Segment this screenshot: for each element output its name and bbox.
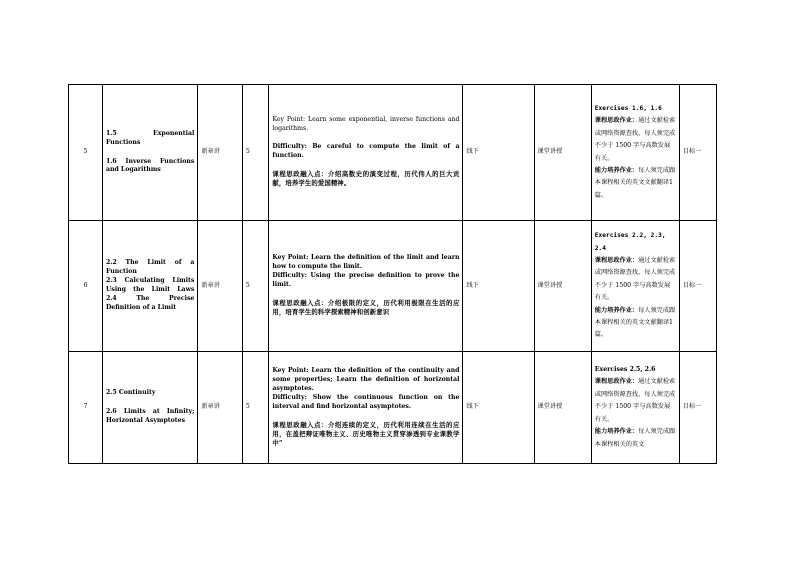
week-number: 6 — [69, 221, 103, 352]
topic-line: 2.3 Calculating Limits Using the Limit Laws — [105, 277, 195, 293]
teaching-form: 课堂讲授 — [534, 221, 591, 352]
ideology-point: 课程思政融入点：介绍极限的定义，历代利用极限在生活的应用，培育学生的科学探索精神和创新意识 — [272, 299, 460, 317]
difficulty: Difficulty: Be careful to compute the limit of a function. — [272, 143, 460, 160]
week-number: 7 — [69, 352, 103, 464]
teaching-mode: 线下 — [463, 352, 534, 464]
key-point: Key Point: Learn the definition of the limit and learn how to compute the limit. — [272, 254, 460, 271]
content-cell — [269, 85, 463, 221]
topic-line: 2.2 The Limit of a Function — [105, 259, 195, 276]
key-point: Key Point: Learn some exponential, inverse functions and logarithms. — [272, 116, 460, 133]
teaching-form: 课堂讲授 — [534, 352, 591, 464]
ability-homework-label: 能力培养作业： — [594, 428, 639, 436]
ability-homework-text: 每人须完成跟本课程相关的英文文献翻译1篇。 — [594, 166, 676, 199]
exercises: Exercises 1.6, 1.6 — [594, 104, 662, 112]
ideology-point: 课程思政融入点：介绍连续的定义，历代利用连续在生活的应用，在盖把辩证唯物主义、历史唯物主义贯穿渗透到专业课教学中” — [272, 420, 460, 448]
topic-cell — [102, 221, 197, 352]
week-number: 5 — [69, 85, 103, 221]
ideology-point: 课程思政融入点：介绍高数史的演变过程，历代伟人的巨大贡献，培养学生的爱国精神。 — [272, 170, 460, 188]
topic-line: 1.6 Inverse Functions and Logarithms — [105, 157, 195, 174]
class-hours: 5 — [242, 352, 269, 464]
exercises: Exercises 2.2, 2.3, 2.4 — [594, 232, 666, 252]
homework-cell — [591, 85, 679, 221]
key-point: Key Point: Learn the definition of the continuity and some properties; Learn the definition of horizontal asymptotes. — [272, 366, 460, 392]
topic-line: 2.6 Limits at Infinity; Horizontal Asymptotes — [105, 408, 195, 424]
course-goal: 目标一 — [679, 352, 716, 464]
syllabus-table — [68, 84, 717, 464]
class-hours: 5 — [242, 85, 269, 221]
exercises: Exercises 2.5, 2.6 — [594, 366, 656, 374]
course-goal: 目标一 — [679, 85, 716, 221]
topic-cell — [102, 85, 197, 221]
table-row — [69, 85, 717, 221]
table-row — [69, 221, 717, 352]
course-goal: 目标一 — [679, 221, 716, 352]
teaching-method: 新章讲 — [198, 85, 243, 221]
teaching-method: 新章讲 — [198, 221, 243, 352]
ability-homework-label: 能力培养作业： — [594, 306, 639, 314]
topic-line: 2.4 The Precise Definition of a Limit — [105, 294, 195, 311]
topic-line: 1.5 Exponential Functions — [105, 129, 195, 146]
content-cell — [269, 221, 463, 352]
ideology-homework-text: 通过文献检索或网络资源查找，每人须完成不少于 1500 字与高数发展有关。 — [594, 378, 676, 423]
teaching-mode: 线下 — [463, 85, 534, 221]
teaching-mode: 线下 — [463, 221, 534, 352]
topic-cell — [102, 352, 197, 464]
difficulty: Difficulty: Using the precise definition to prove the limit. — [272, 272, 460, 289]
teaching-method: 新章讲 — [198, 352, 243, 464]
ability-homework-text: 每人须完成跟本课程相关的英文文献翻译1篇。 — [594, 306, 676, 339]
difficulty: Difficulty: Show the continuous function on the interval and find horizontal asymptotes. — [272, 393, 460, 410]
content-cell — [269, 352, 463, 464]
teaching-form: 课堂讲授 — [534, 85, 591, 221]
homework-cell — [591, 221, 679, 352]
ideology-homework-label: 课程思政作业： — [594, 378, 639, 386]
ideology-homework-text: 通过文献检索或网络资源查找，每人须完成不少于 1500 字与高数发展有关。 — [594, 256, 676, 302]
ability-homework-label: 能力培养作业： — [594, 166, 639, 174]
class-hours: 5 — [242, 221, 269, 352]
homework-cell — [591, 352, 679, 464]
ideology-homework-label: 课程思政作业： — [594, 117, 639, 125]
ideology-homework-text: 通过文献检索或网络资源查找，每人须完成不少于 1500 字与高数发展有关。 — [594, 117, 676, 162]
ability-homework-text: 每人须完成跟本课程相关的英文 — [594, 428, 676, 448]
ideology-homework-label: 课程思政作业： — [594, 256, 639, 264]
table-row — [69, 352, 717, 464]
topic-line: 2.5 Continuity — [105, 389, 156, 397]
